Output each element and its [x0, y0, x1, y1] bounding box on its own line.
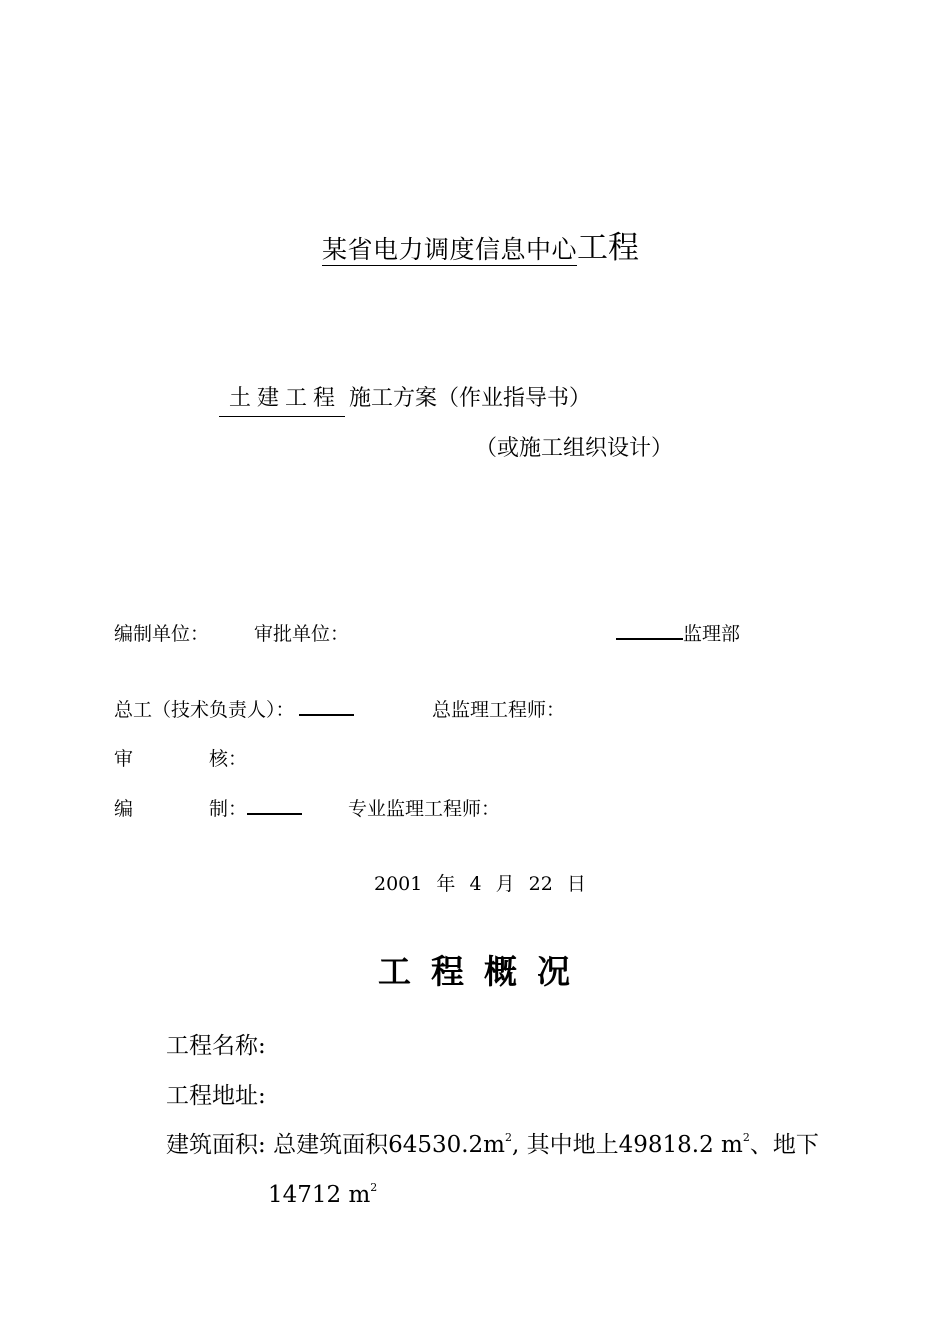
review-label-a: 审	[114, 748, 134, 770]
building-area-line	[166, 1128, 819, 1162]
area-total: 总建筑面积64530.2m	[273, 1132, 505, 1158]
specialist-supervisor-label: 专业监理工程师：	[348, 798, 501, 820]
plan-title	[219, 382, 591, 417]
date-month: 4	[469, 873, 482, 895]
specialty: 土建工程	[219, 382, 345, 417]
supervision-blank	[616, 636, 683, 640]
area-above-sup: 2	[742, 1131, 750, 1144]
compile-label-a: 编	[114, 798, 134, 820]
project-name-field-label: 工程名称:	[166, 1033, 266, 1059]
area-below: 14712 m	[268, 1182, 371, 1208]
project-address-field-label: 工程地址:	[166, 1083, 266, 1109]
building-area-line2	[268, 1178, 377, 1212]
compile-blank	[247, 811, 302, 815]
date-day: 22	[528, 873, 553, 895]
area-total-sup: 2	[504, 1131, 512, 1144]
compiling-unit-label: 编制单位：	[114, 623, 210, 645]
overview-heading: 工程概况	[378, 952, 590, 991]
date-day-unit: 日	[566, 873, 586, 895]
project-suffix: 工程	[577, 230, 640, 266]
chief-supervisor-label: 总监理工程师：	[432, 699, 566, 721]
chief-engineer	[114, 696, 354, 724]
document-date	[374, 870, 594, 898]
project-title	[322, 228, 639, 270]
supervision-dept-label: 监理部	[683, 623, 741, 645]
compile-field	[209, 795, 302, 823]
project-name: 某省电力调度信息中心	[322, 235, 578, 264]
area-below-sup: 2	[370, 1181, 378, 1194]
date-year: 2001	[374, 873, 423, 895]
chief-engineer-label: 总工（技术负责人）：	[114, 699, 295, 721]
supervision-dept	[616, 620, 740, 648]
building-area-label: 建筑面积:	[166, 1132, 266, 1158]
compile-label-b: 制：	[209, 798, 248, 820]
plan-type: 施工方案（作业指导书）	[349, 386, 592, 411]
date-month-unit: 月	[495, 873, 515, 895]
area-above: , 其中地上49818.2 m	[511, 1132, 743, 1158]
chief-engineer-blank	[299, 712, 354, 716]
review-label-b: 核：	[209, 748, 248, 770]
area-below-label: 、地下	[749, 1132, 819, 1158]
plan-alt: （或施工组织设计）	[475, 436, 674, 461]
date-year-unit: 年	[436, 873, 456, 895]
approval-unit-label: 审批单位：	[254, 623, 350, 645]
